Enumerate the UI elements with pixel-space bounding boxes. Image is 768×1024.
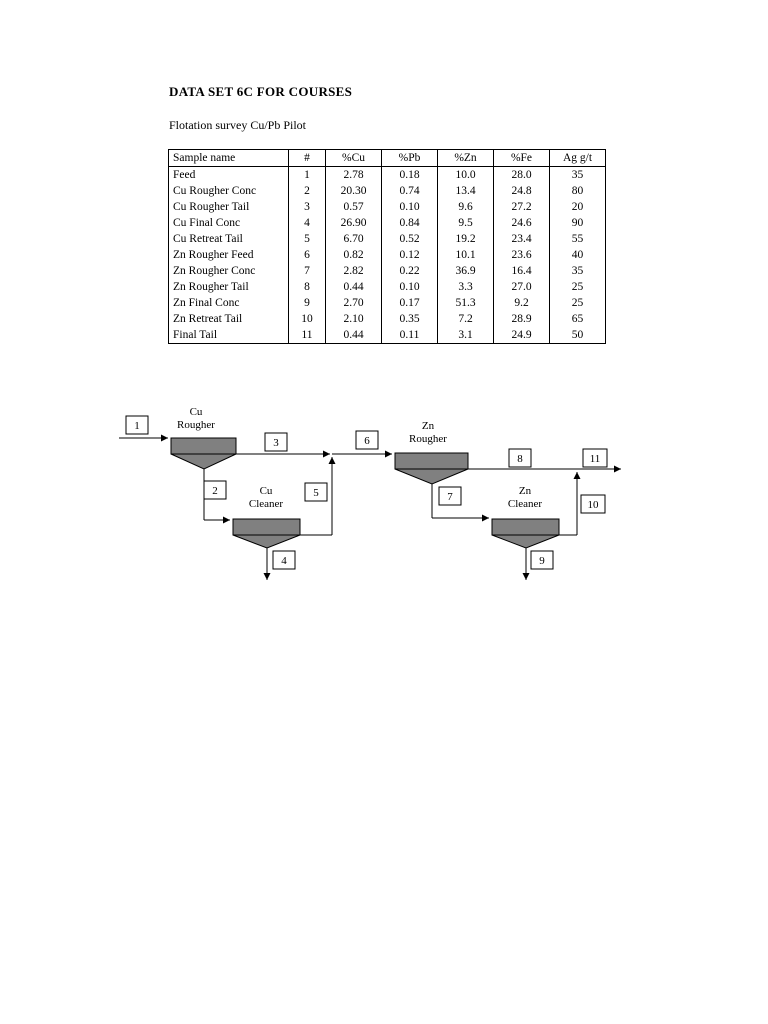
survey-table (168, 149, 606, 344)
value-cell: 0.17 (382, 295, 438, 311)
svg-text:1: 1 (134, 420, 140, 432)
zn-rougher-cell (395, 453, 468, 484)
value-cell: 51.3 (438, 295, 494, 311)
value-cell: 28.9 (494, 311, 550, 327)
table-row (169, 231, 606, 247)
value-cell: 10.0 (438, 167, 494, 184)
value-cell: 25 (550, 295, 606, 311)
stream-label-7 (439, 487, 461, 505)
value-cell: 19.2 (438, 231, 494, 247)
stream-label-4 (273, 551, 295, 569)
cu-cleaner-cell (233, 519, 300, 548)
sample-name-cell: Final Tail (169, 327, 289, 344)
table-row (169, 279, 606, 295)
stream-label-5 (305, 483, 327, 501)
svg-text:10: 10 (587, 499, 599, 511)
value-cell: 0.11 (382, 327, 438, 344)
value-cell: 13.4 (438, 183, 494, 199)
value-cell: 0.57 (326, 199, 382, 215)
value-cell: 3 (289, 199, 326, 215)
stream-label-9 (531, 551, 553, 569)
value-cell: 3.1 (438, 327, 494, 344)
svg-text:7: 7 (447, 491, 453, 503)
sample-name-cell: Zn Rougher Tail (169, 279, 289, 295)
svg-text:5: 5 (313, 487, 319, 499)
svg-text:2: 2 (212, 485, 218, 497)
cu-rougher-label-2: Rougher (177, 419, 215, 431)
table-row (169, 183, 606, 199)
svg-text:8: 8 (517, 453, 523, 465)
table-row (169, 311, 606, 327)
value-cell: 23.6 (494, 247, 550, 263)
value-cell: 0.18 (382, 167, 438, 184)
value-cell: 7.2 (438, 311, 494, 327)
value-cell: 27.2 (494, 199, 550, 215)
value-cell: 55 (550, 231, 606, 247)
value-cell: 24.6 (494, 215, 550, 231)
value-cell: 8 (289, 279, 326, 295)
value-cell: 27.0 (494, 279, 550, 295)
zn-cleaner-label-2: Cleaner (507, 498, 543, 510)
document-title: DATA SET 6C FOR COURSES (169, 84, 353, 99)
value-cell: 2.10 (326, 311, 382, 327)
cu-cleaner-label-2: Cleaner (248, 498, 284, 510)
zn-rougher-label-1: Zn (421, 420, 435, 432)
value-cell: 10.1 (438, 247, 494, 263)
value-cell: 6 (289, 247, 326, 263)
svg-text:6: 6 (364, 435, 370, 447)
sample-name-cell: Cu Rougher Tail (169, 199, 289, 215)
value-cell: 5 (289, 231, 326, 247)
sample-name-cell: Zn Rougher Feed (169, 247, 289, 263)
cu-cleaner-label-1: Cu (259, 485, 273, 497)
value-cell: 6.70 (326, 231, 382, 247)
value-cell: 0.12 (382, 247, 438, 263)
sample-name-cell: Cu Final Conc (169, 215, 289, 231)
column-header: %Cu (326, 150, 382, 167)
table-row (169, 247, 606, 263)
value-cell: 24.9 (494, 327, 550, 344)
value-cell: 0.52 (382, 231, 438, 247)
value-cell: 1 (289, 167, 326, 184)
value-cell: 80 (550, 183, 606, 199)
value-cell: 4 (289, 215, 326, 231)
value-cell: 2.70 (326, 295, 382, 311)
zn-cleaner-cell (492, 519, 559, 548)
value-cell: 9.2 (494, 295, 550, 311)
zn-cleaner-label-1: Zn (518, 485, 532, 497)
sample-name-cell: Zn Rougher Conc (169, 263, 289, 279)
value-cell: 50 (550, 327, 606, 344)
value-cell: 0.10 (382, 199, 438, 215)
sample-name-cell: Cu Rougher Conc (169, 183, 289, 199)
flowsheet-diagram (0, 380, 768, 600)
column-header: Sample name (169, 150, 289, 167)
stream-label-8 (509, 449, 531, 467)
svg-text:9: 9 (539, 555, 545, 567)
value-cell: 25 (550, 279, 606, 295)
document-subtitle: Flotation survey Cu/Pb Pilot (169, 118, 307, 132)
value-cell: 0.84 (382, 215, 438, 231)
value-cell: 23.4 (494, 231, 550, 247)
value-cell: 28.0 (494, 167, 550, 184)
value-cell: 2.82 (326, 263, 382, 279)
stream-label-6 (356, 431, 378, 449)
value-cell: 35 (550, 263, 606, 279)
svg-text:4: 4 (281, 555, 287, 567)
value-cell: 16.4 (494, 263, 550, 279)
svg-text:3: 3 (273, 437, 279, 449)
value-cell: 0.35 (382, 311, 438, 327)
value-cell: 90 (550, 215, 606, 231)
column-header: %Zn (438, 150, 494, 167)
sample-name-cell: Feed (169, 167, 289, 184)
value-cell: 0.44 (326, 279, 382, 295)
table-body (169, 167, 606, 344)
cu-rougher-cell (171, 438, 236, 469)
value-cell: 9.5 (438, 215, 494, 231)
value-cell: 0.22 (382, 263, 438, 279)
table-row (169, 215, 606, 231)
value-cell: 10 (289, 311, 326, 327)
sample-name-cell: Zn Retreat Tail (169, 311, 289, 327)
table-row (169, 263, 606, 279)
column-header: %Fe (494, 150, 550, 167)
table-row (169, 199, 606, 215)
stream-label-2 (204, 481, 226, 499)
value-cell: 0.44 (326, 327, 382, 344)
column-header: # (289, 150, 326, 167)
value-cell: 11 (289, 327, 326, 344)
value-cell: 20 (550, 199, 606, 215)
value-cell: 24.8 (494, 183, 550, 199)
stream-label-10 (581, 495, 605, 513)
sample-name-cell: Cu Retreat Tail (169, 231, 289, 247)
value-cell: 26.90 (326, 215, 382, 231)
value-cell: 9 (289, 295, 326, 311)
column-header: Ag g/t (550, 150, 606, 167)
sample-name-cell: Zn Final Conc (169, 295, 289, 311)
table-row (169, 167, 606, 184)
value-cell: 40 (550, 247, 606, 263)
column-header: %Pb (382, 150, 438, 167)
table-header-row (169, 150, 606, 167)
value-cell: 0.10 (382, 279, 438, 295)
value-cell: 2.78 (326, 167, 382, 184)
table-row (169, 327, 606, 344)
stream-label-1 (126, 416, 148, 434)
value-cell: 9.6 (438, 199, 494, 215)
value-cell: 36.9 (438, 263, 494, 279)
value-cell: 35 (550, 167, 606, 184)
value-cell: 65 (550, 311, 606, 327)
cu-rougher-label-1: Cu (189, 406, 203, 418)
stream-label-11 (583, 449, 607, 467)
svg-text:11: 11 (589, 453, 601, 465)
value-cell: 0.82 (326, 247, 382, 263)
zn-rougher-label-2: Rougher (409, 433, 447, 445)
value-cell: 7 (289, 263, 326, 279)
value-cell: 2 (289, 183, 326, 199)
value-cell: 0.74 (382, 183, 438, 199)
value-cell: 3.3 (438, 279, 494, 295)
value-cell: 20.30 (326, 183, 382, 199)
table-row (169, 295, 606, 311)
stream-label-3 (265, 433, 287, 451)
